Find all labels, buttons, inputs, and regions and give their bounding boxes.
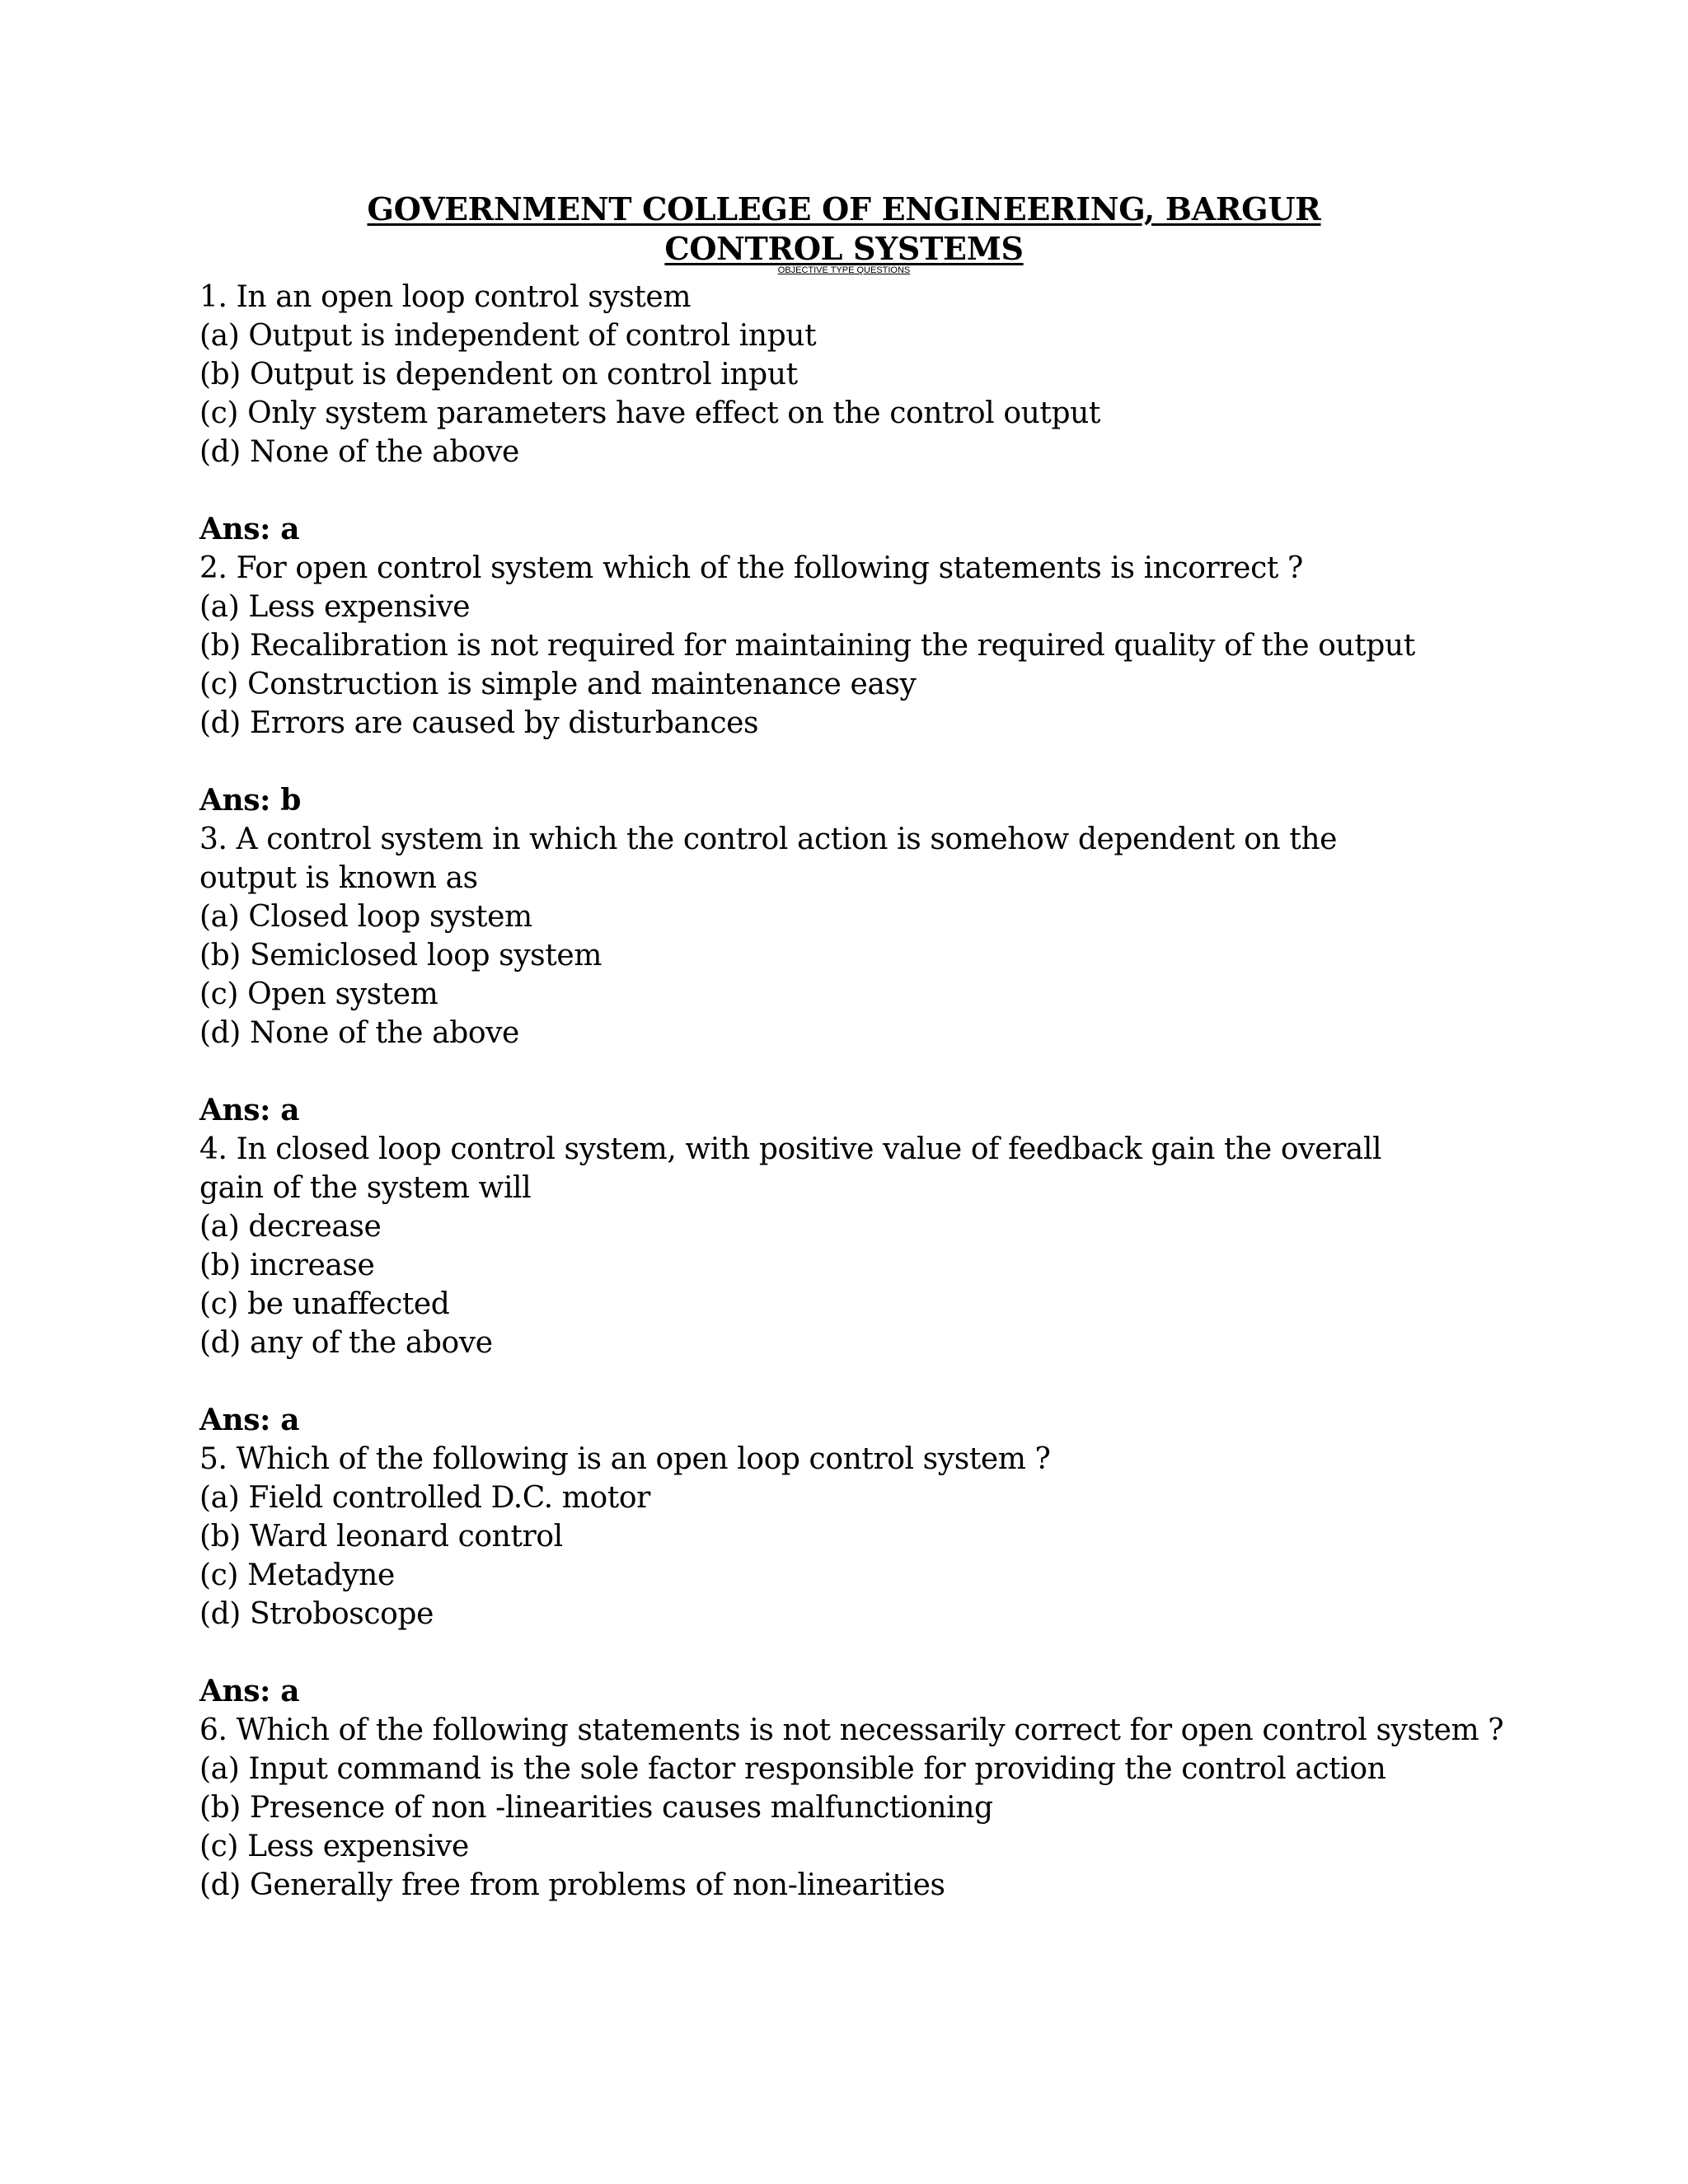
option-d: (d) None of the above [199, 435, 519, 469]
answer-label: Ans: b [199, 783, 301, 818]
college-title-text: GOVERNMENT COLLEGE OF ENGINEERING, BARGUR [367, 190, 1321, 227]
question-block [199, 549, 1485, 820]
option-b: (b) Semiclosed loop system [199, 939, 602, 972]
option-a: (a) decrease [199, 1210, 382, 1244]
option-a: (a) Field controlled D.C. motor [199, 1481, 650, 1515]
question-text: 1. In an open loop control system [199, 280, 692, 314]
answer-label: Ans: a [199, 1674, 300, 1708]
option-b: (b) Ward leonard control [199, 1520, 563, 1554]
question-list [199, 278, 1504, 1905]
section-subtitle-text: OBJECTIVE TYPE QUESTIONS [777, 265, 911, 275]
option-c: (c) Open system [199, 977, 438, 1011]
option-a: (a) Input command is the sole factor responsible for providing the control action [199, 1752, 1386, 1786]
question-text: 5. Which of the following is an open loop control system ? [199, 1442, 1051, 1476]
college-title [0, 191, 1688, 227]
question-block [199, 820, 1485, 1130]
option-c: (c) be unaffected [199, 1287, 450, 1321]
option-d: (d) Stroboscope [199, 1597, 434, 1631]
option-b: (b) Recalibration is not required for maintaining the required quality of the output [199, 629, 1415, 663]
question-text: 3. A control system in which the control action is somehow dependent on the output is known as [199, 823, 1338, 895]
answer-label: Ans: a [199, 1093, 300, 1127]
question-block [199, 278, 1485, 549]
option-d: (d) Generally free from problems of non-linearities [199, 1868, 945, 1902]
option-a: (a) Output is independent of control input [199, 319, 817, 353]
answer-label: Ans: a [199, 1403, 300, 1437]
option-c: (c) Less expensive [199, 1830, 469, 1863]
option-d: (d) Errors are caused by disturbances [199, 706, 759, 740]
subject-title-text: CONTROL SYSTEMS [664, 230, 1024, 267]
option-c: (c) Construction is simple and maintenance easy [199, 668, 917, 701]
question-block [199, 1130, 1485, 1440]
subject-title [0, 231, 1688, 267]
question-block [199, 1711, 1504, 1905]
option-c: (c) Metadyne [199, 1558, 395, 1592]
option-d: (d) any of the above [199, 1326, 493, 1360]
option-b: (b) Presence of non -linearities causes malfunctioning [199, 1791, 993, 1825]
option-b: (b) Output is dependent on control input [199, 358, 798, 391]
question-text: 6. Which of the following statements is not necessarily correct for open control system ? [199, 1713, 1504, 1747]
option-c: (c) Only system parameters have effect on the control output [199, 396, 1100, 430]
question-text: 2. For open control system which of the following statements is incorrect ? [199, 551, 1303, 585]
option-a: (a) Closed loop system [199, 900, 532, 934]
question-block [199, 1440, 1485, 1711]
option-d: (d) None of the above [199, 1016, 519, 1050]
section-subtitle [0, 265, 1688, 275]
option-b: (b) increase [199, 1249, 375, 1282]
answer-label: Ans: a [199, 512, 300, 546]
option-a: (a) Less expensive [199, 590, 471, 624]
question-text: 4. In closed loop control system, with positive value of feedback gain the overall gain of the system will [199, 1132, 1382, 1205]
